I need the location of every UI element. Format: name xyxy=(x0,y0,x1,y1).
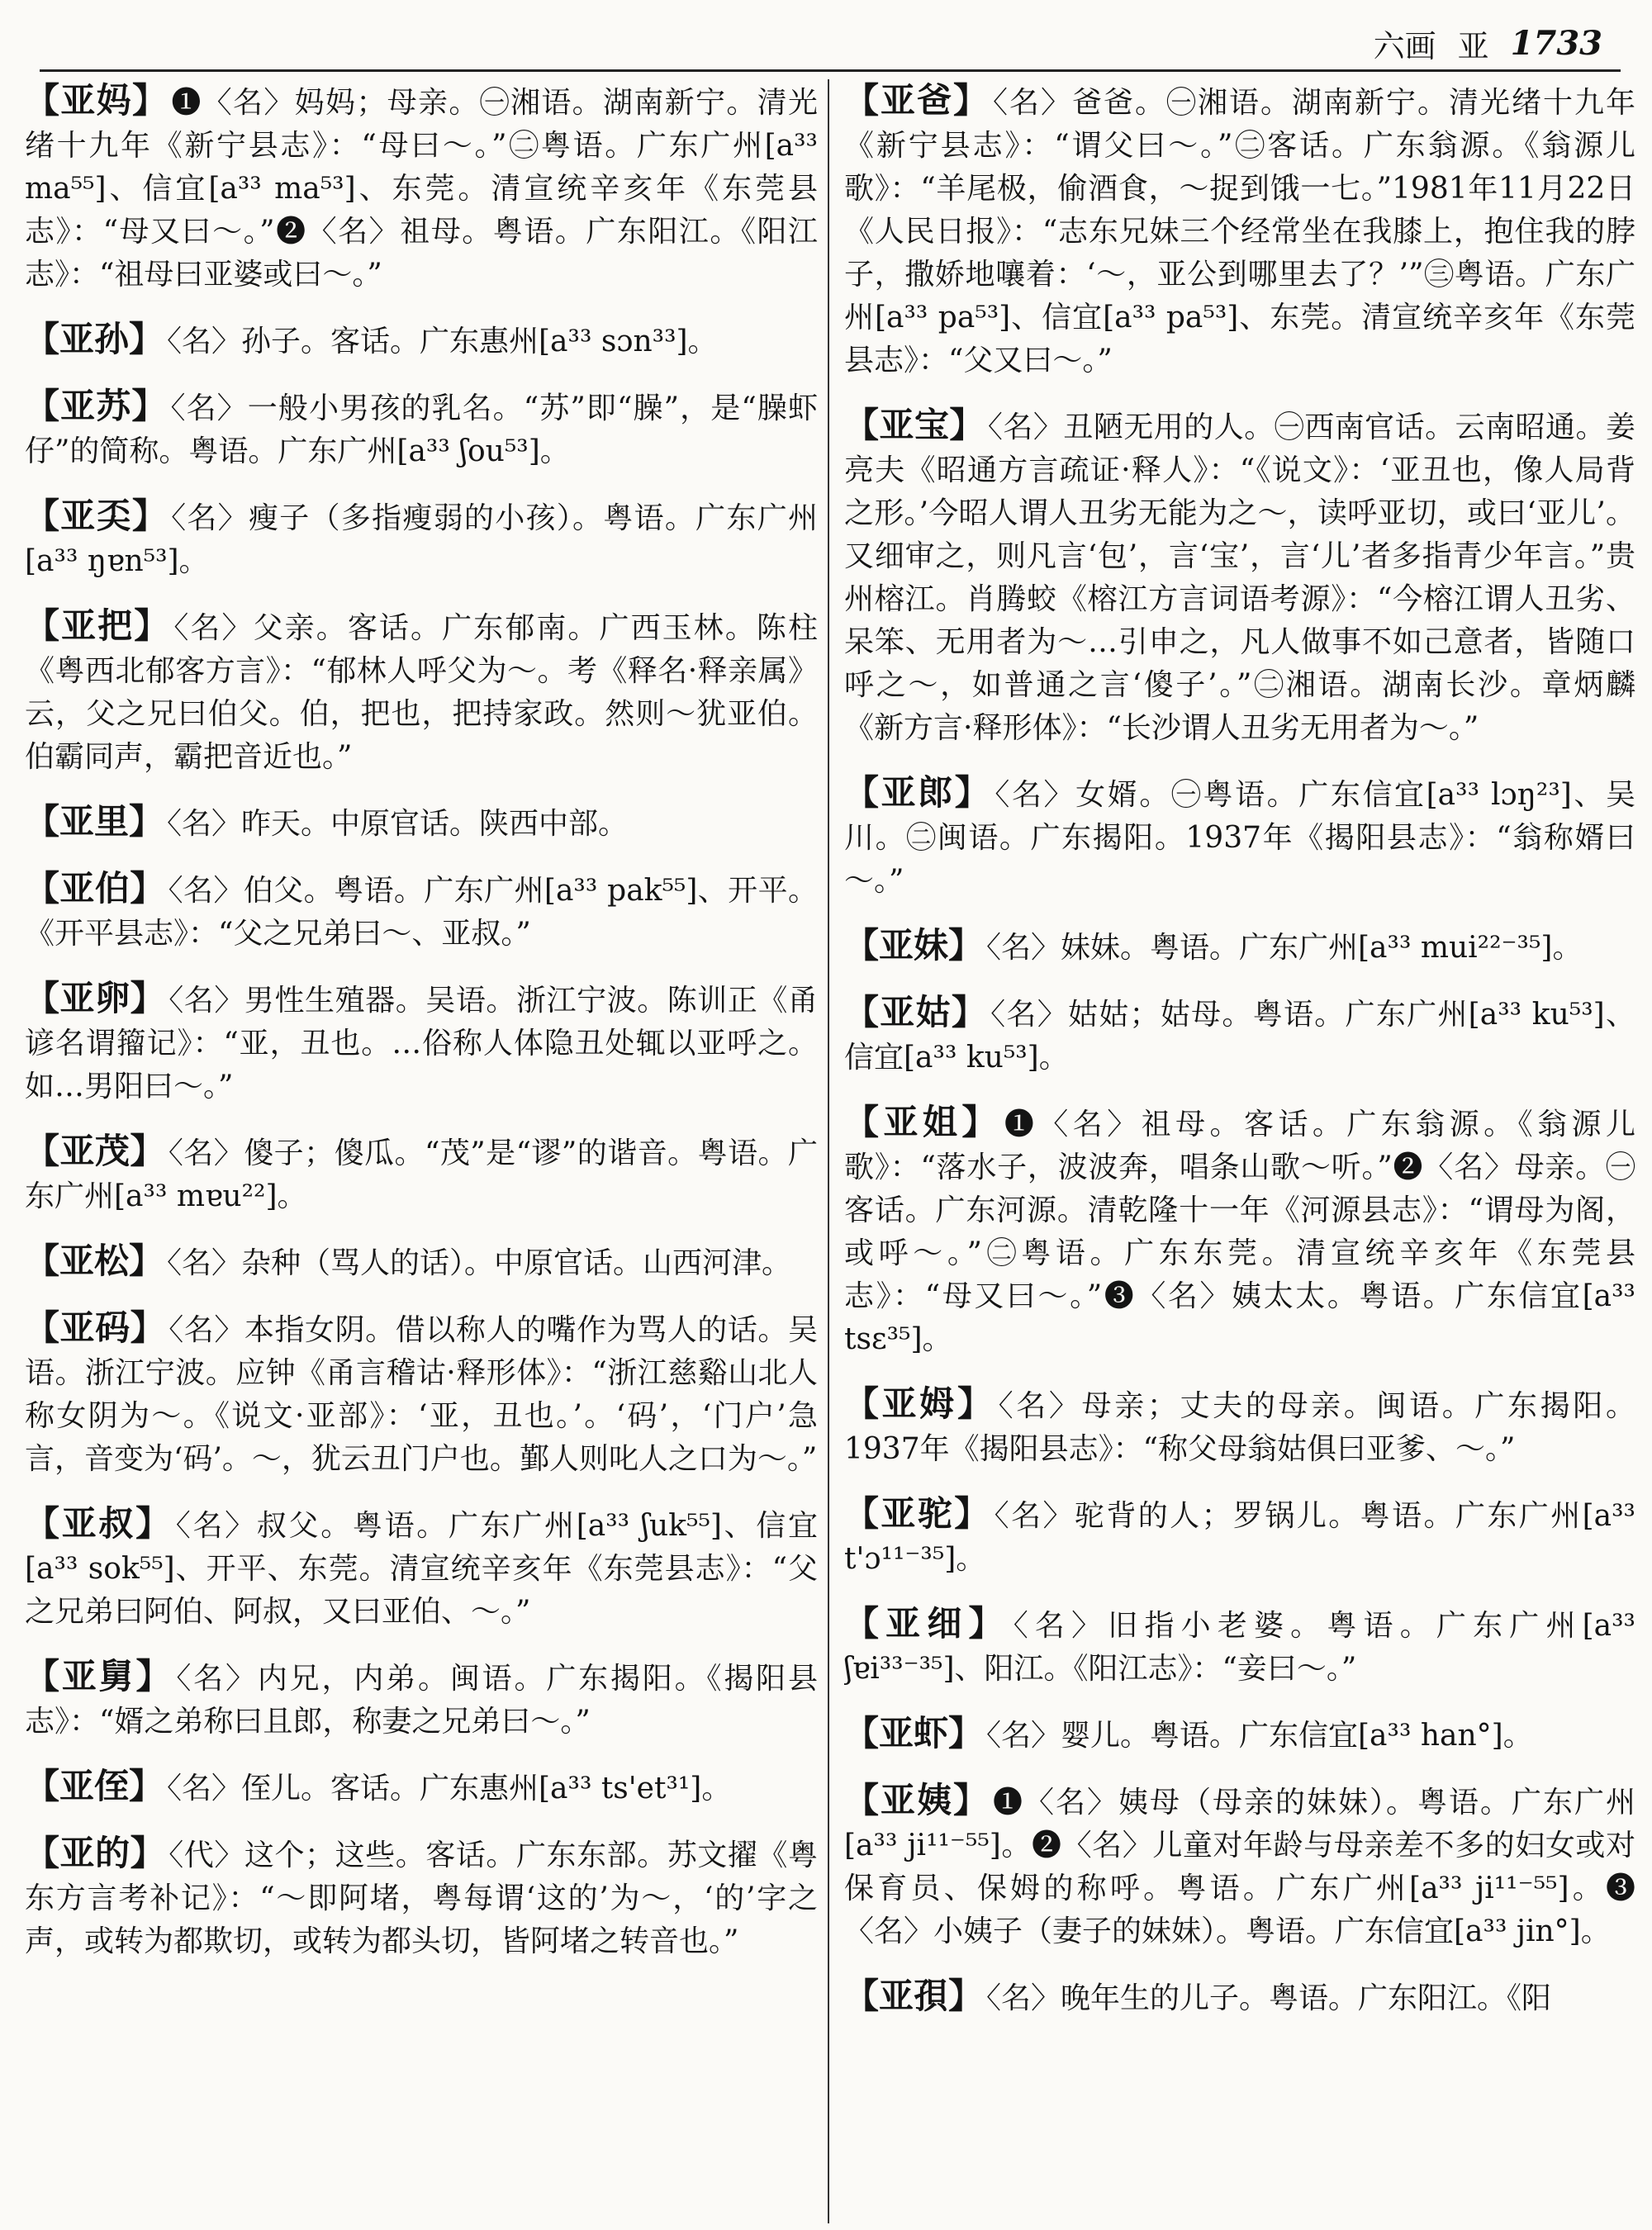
entry-definition: 〈名〉晚年生的儿子。粤语。广东阳江。《阳 xyxy=(986,1981,1552,2015)
dictionary-entry xyxy=(844,1383,1635,1471)
entry-headword: 【亚郎】 xyxy=(844,772,992,813)
entry-definition: ❶〈名〉姨母（母亲的妹妹）。粤语。广东广州[a³³ ji¹¹⁻⁵⁵]。❷〈名〉儿童对年龄与母亲差不多的妇女或对保育员、保姆的称呼。粤语。广东广州[a³³ ji¹¹⁻⁵⁵]。❸〈名〉小姨子（妻子的妹妹）。粤语。广东信宜[a³³ jin°]。 xyxy=(844,1786,1635,1948)
entry-headword: 【亚奀】 xyxy=(25,496,169,536)
dictionary-entry xyxy=(25,800,818,846)
dictionary-entry xyxy=(25,977,818,1108)
dictionary-entry xyxy=(25,1765,818,1810)
entry-definition: 〈代〉这个；这些。客话。广东东部。苏文擢《粤东方言考补记》：“～即阿堵，粤每谓‘这的’为～，‘的’字之声，或转为都欺切，或转为都头切，皆阿堵之转音也。” xyxy=(25,1839,818,1958)
entry-definition: 〈名〉婴儿。粤语。广东信宜[a³³ han°]。 xyxy=(986,1719,1533,1753)
entry-definition: 〈名〉母亲；丈夫的母亲。闽语。广东揭阳。1937年《揭阳县志》：“称父母翁姑俱曰亚爹、～。” xyxy=(844,1389,1635,1466)
entry-headword: 【亚苏】 xyxy=(25,386,168,426)
entry-headword: 【亚卵】 xyxy=(25,978,166,1018)
entry-headword: 【亚妈】 xyxy=(25,80,169,121)
entry-headword: 【亚姆】 xyxy=(844,1383,995,1424)
dictionary-entry xyxy=(25,1655,818,1744)
dictionary-entry xyxy=(844,79,1635,382)
entry-definition: 〈名〉昨天。中原官话。陕西中部。 xyxy=(167,807,629,841)
dictionary-entry xyxy=(25,318,818,363)
dictionary-entry xyxy=(25,1240,818,1285)
entry-definition: 〈名〉旧指小老婆。粤语。广东广州[a³³ ʃɐi³³⁻³⁵]、阳江。《阳江志》：“妾曰～。” xyxy=(844,1609,1635,1686)
dictionary-entry xyxy=(844,404,1635,750)
entry-headword: 【亚伯】 xyxy=(25,868,165,909)
dictionary-entry xyxy=(844,1712,1635,1758)
dictionary-entry xyxy=(25,385,818,473)
radical-label: 亚 xyxy=(1457,27,1489,64)
entry-definition: 〈名〉伯父。粤语。广东广州[a³³ pak⁵⁵]、开平。《开平县志》：“父之兄弟曰～、亚叔。” xyxy=(25,874,818,951)
entry-definition: 〈名〉丑陋无用的人。㊀西南官话。云南昭通。姜亮夫《昭通方言疏证·释人》：“《说文》：‘亚丑也，像人局背之形。’今昭人谓人丑劣无能为之～，读呼亚切，或曰‘亚儿’。又细审之，则凡言‘包’，言‘宝’，言‘儿’者多指青少年言。”贵州榕江。肖腾蛟《榕江方言词语考源》：“今榕江谓人丑劣、呆笨、无用者为～…引申之，凡人做事不如己意者，皆随口呼之～，如普通之言‘傻子’。”㊁湘语。湖南长沙。章炳麟《新方言·释形体》：“长沙谓人丑劣无用者为～。” xyxy=(844,410,1635,745)
dictionary-entry xyxy=(844,1492,1635,1581)
dictionary-entry xyxy=(25,1832,818,1963)
dictionary-entry xyxy=(25,1502,818,1634)
dictionary-entry xyxy=(25,867,818,956)
entry-definition: 〈名〉瘦子（多指瘦弱的小孩）。粤语。广东广州[a³³ ŋɐn⁵³]。 xyxy=(25,501,818,578)
entry-definition: 〈名〉男性生殖器。吴语。浙江宁波。陈训正《甬谚名谓籀记》：“亚，丑也。…俗称人体隐丑处辄以亚呼之。如…男阳曰～。” xyxy=(25,984,818,1103)
entry-headword: 【亚把】 xyxy=(25,605,171,646)
entry-definition: 〈名〉孙子。客话。广东惠州[a³³ sɔn³³]。 xyxy=(167,325,718,358)
entry-definition: ❶〈名〉妈妈；母亲。㊀湘语。湖南新宁。清光绪十九年《新宁县志》：“母曰～。”㊁粤语。广东广州[a³³ ma⁵⁵]、信宜[a³³ ma⁵³]、东莞。清宣统辛亥年《东莞县志》：“母又曰～。”❷〈名〉祖母。粤语。广东阳江。《阳江志》：“祖母曰亚婆或曰～。” xyxy=(25,86,818,292)
entry-headword: 【亚叔】 xyxy=(25,1503,173,1544)
section-label: 六画 xyxy=(1373,27,1436,64)
right-column xyxy=(844,79,1635,2223)
dictionary-entry xyxy=(844,1779,1635,1953)
dictionary-entry xyxy=(25,79,818,297)
entry-headword: 【亚码】 xyxy=(25,1307,166,1348)
entry-headword: 【亚侄】 xyxy=(25,1766,164,1806)
entry-headword: 【亚姨】 xyxy=(844,1780,990,1820)
entry-headword: 【亚虾】 xyxy=(844,1713,984,1753)
dictionary-entry xyxy=(25,1130,818,1218)
entry-headword: 【亚里】 xyxy=(25,801,164,842)
left-column xyxy=(25,79,818,2223)
entry-definition: 〈名〉驼背的人；罗锅儿。粤语。广东广州[a³³ t'ɔ¹¹⁻³⁵]。 xyxy=(844,1499,1635,1576)
dictionary-entry xyxy=(25,1307,818,1481)
entry-definition: 〈名〉傻子；傻瓜。“茂”是“谬”的谐音。粤语。广东广州[a³³ mɐu²²]。 xyxy=(25,1136,818,1213)
entry-definition: 〈名〉一般小男孩的乳名。“苏”即“臊”，是“臊虾仔”的简称。粤语。广东广州[a³³ ʃou⁵³]。 xyxy=(25,391,818,468)
entry-definition: 〈名〉杂种（骂人的话）。中原官话。山西河津。 xyxy=(167,1246,792,1280)
entry-headword: 【亚孭】 xyxy=(844,1976,984,2016)
entry-headword: 【亚细】 xyxy=(844,1603,1010,1644)
entry-definition: 〈名〉叔父。粤语。广东广州[a³³ ʃuk⁵⁵]、信宜[a³³ sok⁵⁵]、开平、东莞。清宣统辛亥年《东莞县志》：“父之兄弟曰阿伯、阿叔，又曰亚伯、～。” xyxy=(25,1509,818,1629)
entry-headword: 【亚舅】 xyxy=(25,1656,173,1696)
dictionary-entry xyxy=(844,1602,1635,1691)
entry-headword: 【亚宝】 xyxy=(844,405,985,445)
entry-headword: 【亚松】 xyxy=(25,1241,164,1281)
entry-headword: 【亚妹】 xyxy=(844,925,984,966)
entry-definition: 〈名〉妹妹。粤语。广东广州[a³³ mui²²⁻³⁵]。 xyxy=(986,931,1583,965)
dictionary-entry xyxy=(844,771,1635,903)
entry-definition: 〈名〉侄儿。客话。广东惠州[a³³ ts'et³¹]。 xyxy=(167,1772,732,1805)
entry-headword: 【亚孙】 xyxy=(25,319,164,359)
entry-definition: 〈名〉爸爸。㊀湘语。湖南新宁。清光绪十九年《新宁县志》：“谓父曰～。”㊁客话。广东翁源。《翁源儿歌》：“羊尾极，偷酒食，～捉到饿一七。”1981年11月22日《人民日报》：“志东兄妹三个经常坐在我膝上，抱住我的脖子，撒娇地嚷着：‘～，亚公到哪里去了？’”㊂粤语。广东广州[a³³ pa⁵³]、信宜[a³³ pa⁵³]、东莞。清宣统辛亥年《东莞县志》：“父又曰～。” xyxy=(844,86,1635,377)
dictionary-entry xyxy=(844,1975,1635,2020)
entry-headword: 【亚驼】 xyxy=(844,1493,991,1534)
entry-definition: 〈名〉内兄，内弟。闽语。广东揭阳。《揭阳县志》：“婿之弟称曰且郎，称妻之兄弟曰～。” xyxy=(25,1662,818,1739)
entry-definition: 〈名〉女婿。㊀粤语。广东信宜[a³³ lɔŋ²³]、吴川。㊁闽语。广东揭阳。1937年《揭阳县志》：“翁称婿曰～。” xyxy=(844,778,1635,898)
entry-headword: 【亚姑】 xyxy=(844,992,988,1032)
dictionary-entry xyxy=(844,924,1635,970)
entry-definition: ❶〈名〉祖母。客话。广东翁源。《翁源儿歌》：“落水子，波波奔，唱条山歌～听。”❷〈名〉母亲。㊀客话。广东河源。清乾隆十一年《河源县志》：“谓母为阁，或呼～。”㊁粤语。广东东莞。清宣统辛亥年《东莞县志》：“母又曰～。”❸〈名〉姨太太。粤语。广东信宜[a³³ tsɛ³⁵]。 xyxy=(844,1108,1635,1356)
column-divider xyxy=(828,79,829,2223)
dictionary-entry xyxy=(844,991,1635,1079)
header-rule xyxy=(40,69,1621,72)
entry-definition: 〈名〉父亲。客话。广东郁南。广西玉林。陈柱《粤西北郁客方言》：“郁林人呼父为～。考《释名·释亲属》云，父之兄曰伯父。伯，把也，把持家政。然则～犹亚伯。伯霸同声，霸把音近也。” xyxy=(25,611,818,774)
dictionary-entry xyxy=(25,495,818,583)
entry-headword: 【亚茂】 xyxy=(25,1131,165,1171)
page-number: 1733 xyxy=(1510,23,1602,63)
dictionary-entry xyxy=(844,1101,1635,1361)
entry-headword: 【亚姐】 xyxy=(844,1102,1001,1142)
entry-definition: 〈名〉本指女阴。借以称人的嘴作为骂人的话。吴语。浙江宁波。应钟《甬言稽诂·释形体》：“浙江慈谿山北人称女阴为～。《说文·亚部》：‘亚，丑也。’。‘码’，‘门户’急言，音变为‘码’。～，犹云丑门户也。鄞人则叱人之口为～。” xyxy=(25,1313,818,1476)
entry-headword: 【亚的】 xyxy=(25,1833,166,1873)
page-header xyxy=(1374,18,1602,68)
entry-definition: 〈名〉姑姑；姑母。粤语。广东广州[a³³ ku⁵³]、信宜[a³³ ku⁵³]。 xyxy=(844,998,1635,1075)
dictionary-entry xyxy=(25,605,818,779)
entry-headword: 【亚爸】 xyxy=(844,80,990,121)
